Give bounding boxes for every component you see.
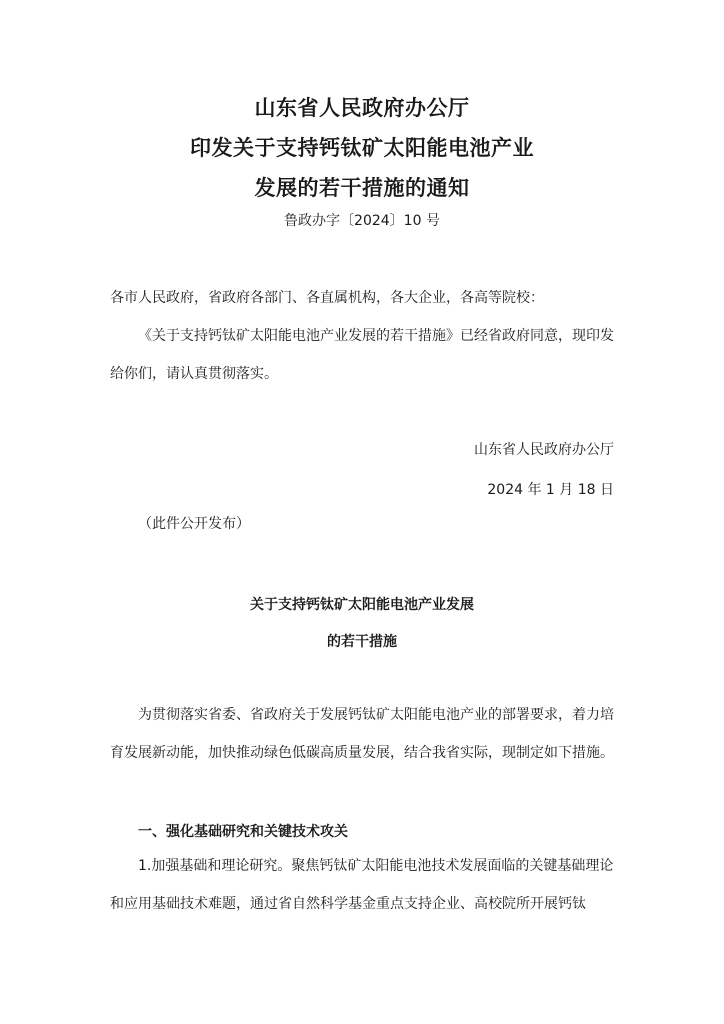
measures-intro: 为贯彻落实省委、省政府关于发展钙钛矿太阳能电池产业的部署要求，着力培育发展新动能，加快推动绿色低碳高质量发展，结合我省实际，现制定如下措施。: [110, 707, 614, 761]
measures-title-line-1: 关于支持钙钛矿太阳能电池产业发展: [250, 597, 474, 613]
notice-body: 《关于支持钙钛矿太阳能电池产业发展的若干措施》已经省政府同意，现印发给你们，请认真贯彻落实。: [110, 328, 614, 382]
notice-title-line-2: 印发关于支持钙钛矿太阳能电池产业: [190, 136, 534, 160]
document-number: 鲁政办字〔2024〕10 号: [284, 213, 440, 229]
issue-date: 2024 年 1 月 18 日: [487, 482, 614, 498]
signatory: 山东省人民政府办公厅: [474, 442, 614, 458]
measures-title-line-2: 的若干措施: [327, 634, 397, 650]
publication-note: （此件公开发布）: [138, 516, 250, 532]
measure-item-1: 1.加强基础和理论研究。聚焦钙钛矿太阳能电池技术发展面临的关键基础理论和应用基础技术难题，通过省自然科学基金重点支持企业、高校院所开展钙钛: [110, 858, 614, 912]
notice-title-line-1: 山东省人民政府办公厅: [254, 96, 470, 120]
section-heading-1: 一、强化基础研究和关键技术攻关: [138, 824, 348, 840]
notice-title-line-3: 发展的若干措施的通知: [254, 176, 470, 200]
addressee-line: 各市人民政府，省政府各部门、各直属机构，各大企业，各高等院校：: [110, 290, 544, 306]
